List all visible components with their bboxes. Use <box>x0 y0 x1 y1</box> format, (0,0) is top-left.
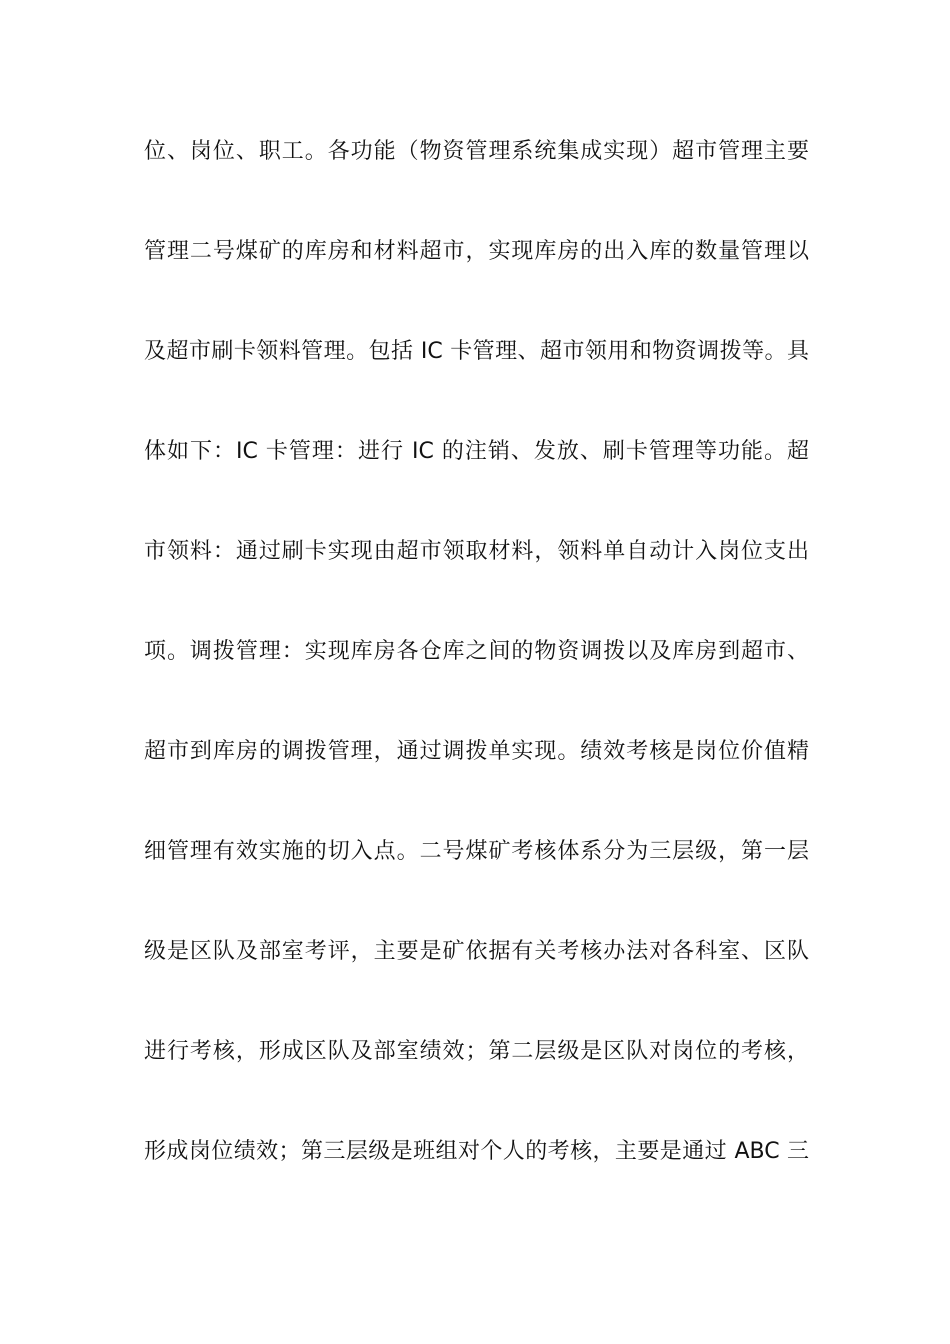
text-line: 位、岗位、职工。各功能（物资管理系统集成实现）超市管理主要 <box>144 139 809 164</box>
text-line: 及超市刷卡领料管理。包括 IC 卡管理、超市领用和物资调拨等。具 <box>144 339 809 364</box>
text-line: 市领料：通过刷卡实现由超市领取材料，领料单自动计入岗位支出 <box>144 539 809 564</box>
text-line: 细管理有效实施的切入点。二号煤矿考核体系分为三层级，第一层 <box>144 839 809 864</box>
text-line: 超市到库房的调拨管理，通过调拨单实现。绩效考核是岗位价值精 <box>144 739 809 764</box>
text-line: 形成岗位绩效；第三层级是班组对个人的考核，主要是通过 ABC 三 <box>144 1139 809 1164</box>
text-line: 体如下：IC 卡管理：进行 IC 的注销、发放、刷卡管理等功能。超 <box>144 439 809 464</box>
body-text <box>144 127 809 1227</box>
text-line: 管理二号煤矿的库房和材料超市，实现库房的出入库的数量管理以 <box>144 239 809 264</box>
text-line: 项。调拨管理：实现库房各仓库之间的物资调拨以及库房到超市、 <box>144 639 809 664</box>
text-line: 级是区队及部室考评，主要是矿依据有关考核办法对各科室、区队 <box>144 939 809 964</box>
text-line: 进行考核，形成区队及部室绩效；第二层级是区队对岗位的考核， <box>144 1039 809 1064</box>
